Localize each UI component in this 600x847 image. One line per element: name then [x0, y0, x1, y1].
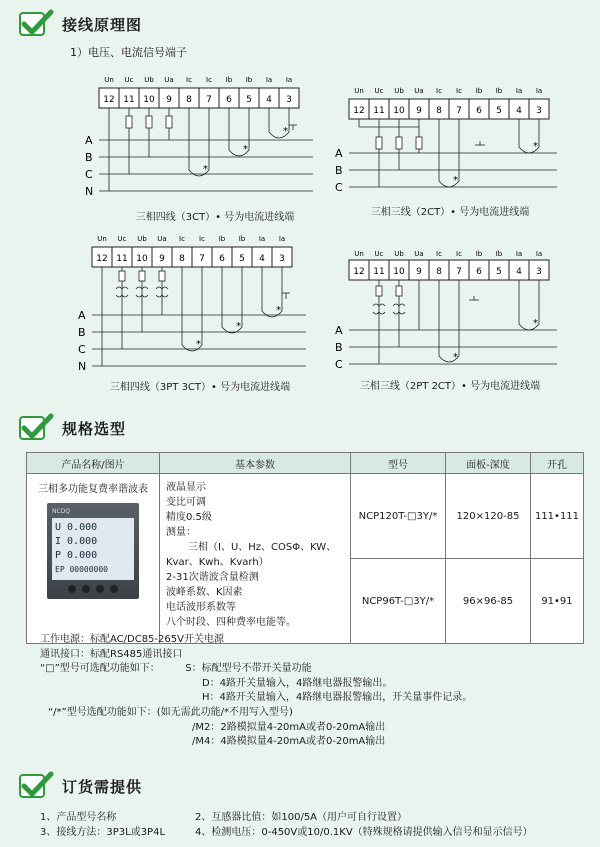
top-label: Ub [144, 76, 154, 84]
wiring-diagram-3p3w-2pt-2ct [335, 248, 565, 373]
checkmark-icon [18, 413, 54, 443]
param-line: 精度0.5级 [166, 512, 212, 523]
top-label: Ia [285, 76, 293, 84]
phase-label: B [335, 341, 343, 354]
terminal-number: 9 [166, 95, 172, 105]
diagram-caption: 三相三线（2PT 2CT）• 号为电流进线端 [359, 381, 541, 392]
phase-label: C [78, 343, 86, 356]
terminal-number: 6 [219, 254, 225, 264]
meter-image [47, 503, 139, 599]
phase-label: N [78, 360, 87, 373]
terminal-number: 4 [516, 267, 522, 277]
note-line: 通讯接口：标配RS485通讯接口 [40, 648, 183, 660]
svg-text:*: * [236, 321, 241, 332]
ordering-item: 3、接线方法：3P3L或3P4L [40, 827, 166, 838]
terminal-number: 3 [536, 106, 542, 116]
product-name: 三相多功能复费率谐波表 [38, 484, 148, 495]
top-label: Un [97, 235, 107, 243]
terminal-number: 12 [353, 267, 365, 277]
terminal-number: 10 [393, 106, 405, 116]
terminal-number: 12 [353, 106, 365, 116]
terminal-number: 5 [239, 254, 245, 264]
top-label: Ib [475, 87, 483, 95]
top-label: Un [354, 87, 364, 95]
svg-text:*: * [243, 144, 248, 155]
top-label: Ic [456, 250, 462, 258]
terminal-number: 9 [416, 267, 422, 277]
param-line: 波峰系数、K因素 [166, 587, 243, 598]
meter-screen [52, 518, 134, 580]
svg-text:*: * [283, 126, 288, 137]
svg-text:*: * [196, 339, 201, 350]
table-header-row [27, 453, 584, 474]
svg-text:*: * [453, 175, 458, 186]
meter-brand: NCDQ [52, 508, 71, 515]
phase-label: A [85, 134, 93, 147]
top-label: Ib [475, 250, 483, 258]
svg-text:*: * [533, 141, 538, 152]
terminal-number: 8 [186, 95, 192, 105]
terminal-number: 9 [159, 254, 165, 264]
svg-text:*: * [203, 164, 208, 175]
param-line: 2-31次谐波含量检测 [166, 572, 259, 583]
top-label: Uc [117, 235, 127, 243]
top-label: Uc [124, 76, 134, 84]
phase-label: B [78, 326, 86, 339]
top-label: Ua [414, 87, 424, 95]
note-line: D：4路开关量输入，4路继电器报警输出。 [202, 677, 393, 689]
column-header: 型号 [351, 453, 446, 474]
top-label: Ib [225, 76, 233, 84]
note-line: 工作电源：标配AC/DC85-265V开关电源 [40, 634, 224, 645]
top-label: Uc [374, 250, 384, 258]
terminal-number: 4 [516, 106, 522, 116]
top-label: Ia [278, 235, 286, 243]
note-line: “□”型号可选配功能如下： S：标配型号不带开关量功能 [40, 663, 312, 675]
top-label: Ia [265, 76, 273, 84]
top-label: Ub [137, 235, 147, 243]
meter-reading: U 0.000 [55, 522, 98, 533]
checkmark-icon [18, 771, 54, 801]
phase-label: B [335, 164, 343, 177]
terminal-number: 10 [143, 95, 155, 105]
top-label: Ia [515, 87, 523, 95]
terminal-number: 8 [436, 106, 442, 116]
terminal-number: 7 [456, 106, 462, 116]
note-line: “/*”型号选配功能如下：(如无需此功能/*不用写入型号) [48, 706, 293, 718]
terminal-number: 10 [393, 267, 405, 277]
meter-button-icon [68, 585, 76, 593]
terminal-number: 7 [456, 267, 462, 277]
section-title: 规格选型 [62, 419, 127, 438]
top-label: Uc [374, 87, 384, 95]
meter-button-icon [82, 585, 90, 593]
ordering-item: 1、产品型号名称 [40, 812, 117, 823]
meter-buttons [52, 585, 134, 593]
top-label: Ub [394, 87, 404, 95]
top-label: Un [354, 250, 364, 258]
param-line: 液晶显示 [166, 482, 206, 493]
meter-button-icon [96, 585, 104, 593]
param-line: 三相（I、U、Hz、COSΦ、KW、 [188, 542, 337, 553]
meter-button-icon [110, 585, 118, 593]
terminal-number: 6 [476, 267, 482, 277]
section-header-wiring [18, 8, 142, 40]
terminal-number: 5 [496, 106, 502, 116]
panel-cell: 120×120-85 [446, 474, 531, 559]
column-header: 面板-深度 [446, 453, 531, 474]
terminal-number: 6 [226, 95, 232, 105]
note-line: /M4：4路模拟量4-20mA或者0-20mA输出 [192, 736, 386, 748]
terminal-number: 7 [206, 95, 212, 105]
terminal-number: 8 [179, 254, 185, 264]
phase-label: C [335, 181, 343, 194]
terminal-number: 12 [103, 95, 115, 105]
terminal-number: 4 [266, 95, 272, 105]
terminal-number: 11 [373, 267, 385, 277]
cutout-cell: 111•111 [531, 474, 584, 559]
diagram-caption: 三相三线（2CT）• 号为电流进线端 [370, 207, 530, 218]
product-cell [27, 474, 160, 644]
column-header: 开孔 [531, 453, 584, 474]
panel-cell: 96×96-85 [446, 559, 531, 644]
wiring-diagram-3p4w-3ct [85, 70, 325, 215]
terminal-number: 3 [536, 267, 542, 277]
top-label: Ic [436, 250, 442, 258]
param-line: 电话波形系数等 [166, 602, 236, 613]
top-label: Ia [535, 250, 543, 258]
top-label: Ic [179, 235, 185, 243]
top-label: Ua [157, 235, 167, 243]
top-label: Ib [245, 76, 253, 84]
ordering-row [40, 810, 533, 825]
note-line: /M2：2路模拟量4-20mA或者0-20mA输出 [192, 721, 386, 733]
svg-text:*: * [453, 352, 458, 363]
phase-label: A [335, 147, 343, 160]
param-line: 变比可调 [166, 497, 206, 508]
top-label: Ub [394, 250, 404, 258]
params-cell [160, 474, 351, 644]
top-label: Ib [238, 235, 246, 243]
top-label: Ic [206, 76, 212, 84]
top-label: Ic [456, 87, 462, 95]
phase-label: B [85, 151, 93, 164]
diagram-caption: 三相四线（3PT 3CT）• 号为电流进线端 [109, 382, 291, 393]
top-label: Ia [535, 87, 543, 95]
top-label: Ic [186, 76, 192, 84]
column-header: 基本参数 [160, 453, 351, 474]
phase-label: C [335, 358, 343, 371]
phase-label: A [78, 309, 86, 322]
meter-reading: P 0.000 [55, 550, 98, 561]
section-header-ordering [18, 770, 142, 802]
meter-reading: I 0.000 [55, 536, 98, 547]
svg-text:*: * [276, 305, 281, 316]
terminal-number: 10 [136, 254, 148, 264]
column-header: 产品名称/图片 [27, 453, 160, 474]
ordering-block [40, 810, 533, 840]
notes-block [40, 633, 472, 750]
terminal-number: 3 [279, 254, 285, 264]
top-label: Ia [515, 250, 523, 258]
terminal-number: 12 [96, 254, 108, 264]
note-line: H：4路开关量输入，4路继电器报警输出，开关量事件记录。 [202, 692, 473, 704]
table-row [27, 474, 584, 559]
terminal-number: 11 [123, 95, 135, 105]
cutout-cell: 91•91 [531, 559, 584, 644]
model-cell: NCP120T-□3Y/* [351, 474, 446, 559]
terminal-number: 11 [373, 106, 385, 116]
param-line: Kvar、Kwh、Kvarh） [166, 557, 269, 568]
top-label: Ia [258, 235, 266, 243]
wiring-diagram-3p3w-2ct [335, 85, 565, 205]
diagram-caption: 三相四线（3CT）• 号为电流进线端 [135, 212, 295, 223]
top-label: Ua [414, 250, 424, 258]
terminal-number: 9 [416, 106, 422, 116]
terminal-number: 7 [199, 254, 205, 264]
top-label: Ib [495, 87, 503, 95]
phase-label: C [85, 168, 93, 181]
terminal-number: 6 [476, 106, 482, 116]
top-label: Ib [218, 235, 226, 243]
meter-reading: EP 00000000 [55, 565, 108, 574]
terminal-number: 4 [259, 254, 265, 264]
terminal-number: 11 [116, 254, 128, 264]
top-label: Ic [436, 87, 442, 95]
phase-label: A [335, 324, 343, 337]
svg-text:*: * [533, 318, 538, 329]
top-label: Un [104, 76, 114, 84]
terminal-number: 8 [436, 267, 442, 277]
wiring-diagram-3p4w-3pt-3ct [78, 233, 318, 381]
spec-table [26, 452, 584, 644]
phase-label: N [85, 185, 94, 198]
ordering-item: 2、互感器比值：如100/5A（用户可自行设置） [195, 812, 408, 823]
param-line: 测量： [166, 527, 196, 538]
terminal-number: 5 [246, 95, 252, 105]
top-label: Ib [495, 250, 503, 258]
section-title: 订货需提供 [62, 777, 143, 796]
terminal-number: 5 [496, 267, 502, 277]
section-header-selection [18, 412, 126, 444]
section-title: 接线原理图 [62, 15, 143, 34]
top-label: Ua [164, 76, 174, 84]
param-line: 八个时段、四种费率电能等。 [166, 617, 296, 628]
terminal-number: 3 [286, 95, 292, 105]
ordering-item: 4、检测电压：0-450V或10/0.1KV（特殊规格请提供输入信号和显示信号） [195, 827, 533, 838]
checkmark-icon [18, 9, 54, 39]
ordering-row [40, 825, 533, 840]
model-cell: NCP96T-□3Y/* [351, 559, 446, 644]
top-label: Ic [199, 235, 205, 243]
wiring-subtitle: 1）电压、电流信号端子 [70, 46, 187, 59]
